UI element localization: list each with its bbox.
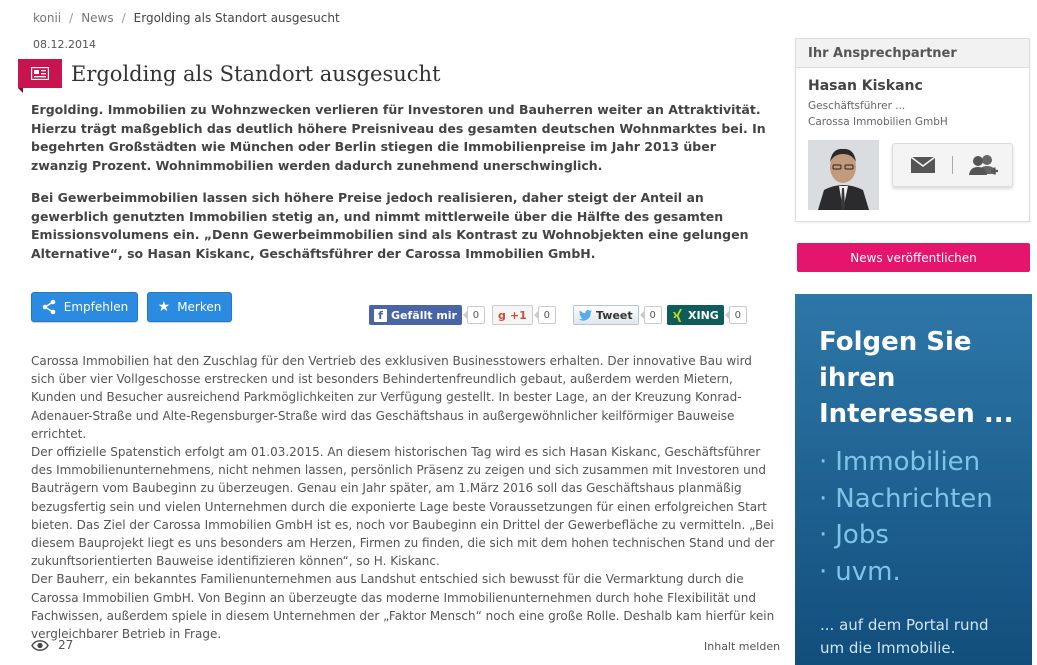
promo-footer-line-1: ... auf dem Portal rund [820, 616, 989, 634]
breadcrumb-news[interactable]: News [81, 11, 114, 25]
xing-button[interactable] [667, 305, 724, 325]
google-plus-count: 0 [538, 306, 556, 324]
body-paragraph-2: Der offizielle Spatenstich erfolgt am 01.03.2015. An diesem historischen Tag wird es sich Hasan Kiskanc, Geschäftsführer des Immobilienunternehmens, nicht nehmen lassen, persönlich Präsenz zu zeigen und sich zusammen mit Investoren und Bauträgern vom Baubeginn zu überzeugen. Genau ein Jahr später, am 1.März 2016 soll das Geschäftshaus planmäßig bezugsfertig sein und vielen Unternehmen durch die exponierte Lage beste Voraussetzungen für einen erfolgreichen Start bieten. Das Ziel der Carossa Immobilien GmbH ist es, noch vor Baubeginn ein Drittel der Gewerbefläche zu vermitteln. „Bei diesem Bauprojekt liegt es uns besonders am Herzen, Firmen zu finden, die sich mit dem hohen technischen Stand und der zukunftsorientierten Bauweise identifizieren können“, so H. Kiskanc. [31, 445, 775, 569]
news-badge [18, 59, 62, 88]
view-count: 27 [58, 638, 74, 652]
tweet-button[interactable] [573, 305, 639, 325]
page-title: Ergolding als Standort ausgesucht [71, 61, 441, 86]
promo-footer-line-2: um die Immobilie. [820, 639, 956, 657]
body-paragraph-1: Carossa Immobilien hat den Zuschlag für den Vertrieb des exklusiven Businesstowers erhalten. Der innovative Bau wird sich über vier Vollgeschosse erstrecken und ist besonders Behindertenfreundlich gebaut, außerdem werden Mietern, Kunden und Besucher ausreichend Parkmöglichkeiten zur Verfügung gestellt. In bester Lage, an der Kreuzung Konrad-Adenauer-Straße und Alte-Regensburger-Straße wird das Geschäftshaus in außergewöhnlicher keilförmiger Bauweise errichtet. [31, 354, 752, 441]
promo-item: · Jobs [819, 520, 889, 550]
promo-item: · Nachrichten [819, 483, 993, 514]
xing-label: XING [688, 308, 719, 322]
promo-heading-line-2: ihren [819, 363, 896, 393]
breadcrumb-home[interactable]: konii [33, 11, 62, 25]
send-message-button[interactable] [893, 144, 952, 186]
promo-list [819, 444, 1032, 590]
tweet-label: Tweet [596, 308, 633, 322]
google-plus [492, 304, 556, 326]
recommend-label: Empfehlen [63, 300, 129, 314]
intro-paragraph-2: Bei Gewerbeimmobilien lassen sich höhere Preise jedoch realisieren, daher steigt der Anteil an gewerblich genutzten Immobilien stetig an, und nimmt mittlerweile über die Hälfte des gesamten Emissionsvolumens ein. „Denn Gewerbeimmobilien sind als Kontrast zu Wohnobjekten eine gelungen Alternative“, so Hasan Kiskanc, Geschäftsführer der Carossa Immobilien GmbH. [31, 190, 749, 261]
publish-news-button[interactable]: News veröffentlichen [797, 243, 1030, 272]
view-counter [31, 638, 73, 652]
facebook-like [369, 304, 485, 326]
xing-share [667, 304, 747, 326]
contact-heading: Ihr Ansprechpartner [796, 39, 1029, 68]
promo-item: · uvm. [819, 556, 901, 587]
recommend-button[interactable] [31, 292, 138, 322]
eye-icon [31, 640, 49, 651]
breadcrumb-separator: / [121, 11, 126, 25]
contact-role: Geschäftsführer ... [808, 100, 906, 112]
save-label: Merken [177, 300, 222, 314]
bullet-icon: · [819, 447, 828, 477]
promo-item: · Immobilien [819, 447, 981, 477]
envelope-icon [910, 156, 936, 174]
article-date: 08.12.2014 [33, 38, 96, 51]
promo-footer [820, 614, 1020, 660]
breadcrumb-current: Ergolding als Standort ausgesucht [133, 11, 340, 25]
bullet-icon: · [819, 520, 828, 550]
xing-icon [672, 309, 684, 322]
tweet-count: 0 [644, 306, 662, 324]
share-icon [41, 299, 57, 315]
bullet-icon: · [819, 556, 828, 587]
google-plus-label: +1 [509, 308, 527, 322]
contact-company: Carossa Immobilien GmbH [808, 116, 948, 128]
promo-banner[interactable] [795, 294, 1032, 665]
promo-heading-line-3: Interessen ... [819, 399, 1014, 429]
contact-name[interactable]: Hasan Kiskanc [808, 78, 923, 94]
breadcrumb-separator: / [69, 11, 74, 25]
newspaper-icon [31, 67, 49, 80]
star-icon: ★ [157, 299, 171, 315]
xing-count: 0 [729, 306, 747, 324]
breadcrumb [33, 11, 340, 25]
article-body [31, 352, 776, 643]
add-contact-icon [967, 153, 999, 177]
intro-paragraph-1: Ergolding. Immobilien zu Wohnzwecken verlieren für Investoren und Bauherren weiter an Attraktivität. Hierzu trägt maßgeblich das deutlich höhere Preisniveau des gesamten deutschen Wohnmarktes bei. In begehrten Großstädten wie München oder Berlin stiegen die Immobilienpreise im Jahr 2013 über zwanzig Prozent. Wohnimmobilien werden dadurch zunehmend unerschwinglich. [31, 102, 766, 173]
facebook-like-count: 0 [467, 306, 485, 324]
add-contact-button[interactable] [953, 144, 1012, 186]
facebook-like-label: Gefällt mir [391, 308, 457, 322]
report-content-link[interactable]: Inhalt melden [704, 640, 781, 653]
facebook-icon: f [374, 309, 387, 322]
google-plus-icon: g [498, 308, 506, 322]
avatar[interactable] [808, 140, 879, 210]
facebook-like-button[interactable] [369, 305, 462, 325]
promo-heading-line-1: Folgen Sie [819, 327, 972, 357]
contact-actions [892, 143, 1013, 187]
contact-card [795, 38, 1030, 222]
twitter-tweet [573, 304, 662, 326]
article-header [18, 59, 441, 88]
twitter-bird-icon [579, 310, 592, 321]
google-plus-button[interactable] [492, 305, 533, 325]
body-paragraph-3: Der Bauherr, ein bekanntes Familienunternehmen aus Landshut entschied sich bewusst für die Vermarktung durch die Carossa Immobilien GmbH. Von Beginn an überzeugte das moderne Immobilienunternehmen durch hohe Flexibilität und Fachwissen, außerdem spiele in diesem Unternehmen der „Faktor Mensch“ noch eine große Rolle. Deshalb kam hierfür kein vergleichbarer Betrieb in Frage. [31, 572, 775, 642]
promo-heading [819, 324, 1032, 432]
bullet-icon: · [819, 483, 828, 514]
save-button[interactable] [147, 292, 232, 322]
